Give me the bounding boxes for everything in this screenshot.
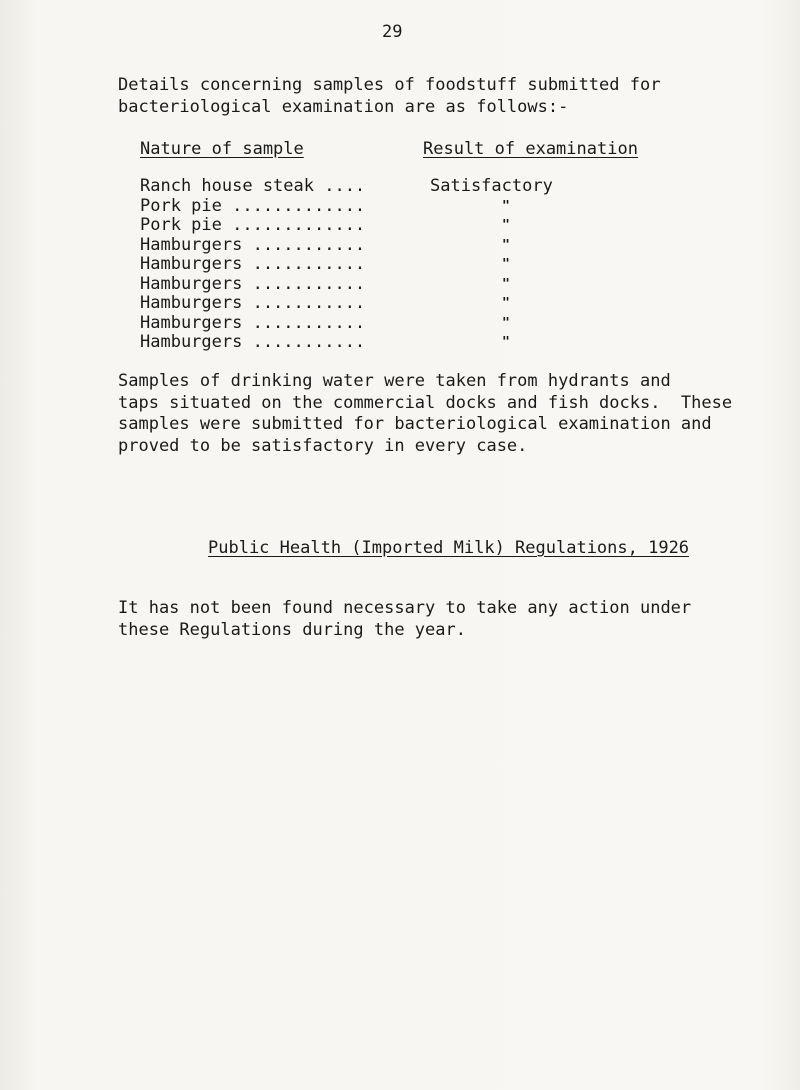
table-row xyxy=(140,197,700,217)
ditto-mark: " xyxy=(502,335,510,350)
closing-line-1: It has not been found necessary to take any action under xyxy=(118,598,692,618)
table-row xyxy=(140,333,700,353)
sample-name: Hamburgers ........... xyxy=(140,234,366,255)
intro-line-1: Details concerning samples of foodstuff submitted for xyxy=(118,75,661,95)
ditto-mark: " xyxy=(502,198,510,214)
section-heading: Public Health (Imported Milk) Regulations, 1926 xyxy=(208,538,690,558)
ditto-mark: " xyxy=(502,257,510,272)
sample-result: Satisfactory xyxy=(430,176,553,196)
sample-results-table xyxy=(140,177,700,353)
sample-name: Hamburgers ........... xyxy=(140,312,366,333)
sample-name: Hamburgers ........... xyxy=(140,273,366,294)
ditto-mark: " xyxy=(502,218,510,233)
sample-name: Pork pie ............. xyxy=(140,195,366,216)
table-row xyxy=(140,177,700,197)
water-line-2: taps situated on the commercial docks and fish docks. These xyxy=(118,392,733,413)
ditto-mark: " xyxy=(502,296,510,311)
closing-line-2: these Regulations during the year. xyxy=(118,620,466,640)
table-row xyxy=(140,236,700,256)
water-line-3: samples were submitted for bacteriological examination and xyxy=(118,414,712,434)
sample-name: Hamburgers ........... xyxy=(140,332,366,352)
ditto-mark: " xyxy=(502,276,510,292)
water-line-1: Samples of drinking water were taken from hydrants and xyxy=(118,371,671,391)
sample-name: Hamburgers ........... xyxy=(140,254,366,274)
table-row xyxy=(140,275,700,295)
column-header-result: Result of examination xyxy=(423,139,638,159)
water-line-4: proved to be satisfactory in every case. xyxy=(118,435,528,456)
intro-paragraph xyxy=(118,74,758,118)
table-row xyxy=(140,255,700,275)
sample-name: Hamburgers ........... xyxy=(140,293,366,313)
table-row xyxy=(140,294,700,314)
table-row xyxy=(140,216,700,236)
closing-paragraph xyxy=(118,597,798,641)
page-number: 29 xyxy=(382,22,403,42)
sample-name: Ranch house steak .... xyxy=(140,176,366,196)
column-header-sample: Nature of sample xyxy=(140,139,304,159)
ditto-mark: " xyxy=(502,315,510,331)
sample-name: Pork pie ............. xyxy=(140,215,366,235)
intro-line-2: bacteriological examination are as follows:- xyxy=(118,97,569,117)
table-row xyxy=(140,314,700,334)
ditto-mark: " xyxy=(502,237,510,253)
drinking-water-paragraph xyxy=(118,371,778,457)
